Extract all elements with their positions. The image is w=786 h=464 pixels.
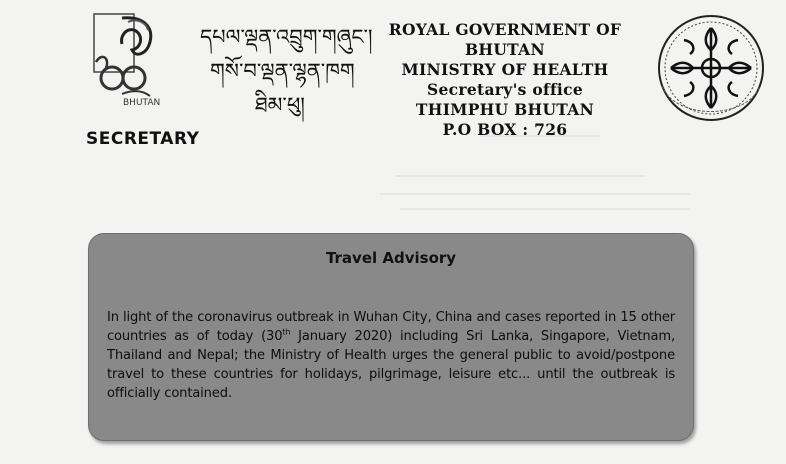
advisory-body-part-1: In light of the coronavirus outbreak in Wuhan City, China and cases reported in 15 other countries as of today (30 (107, 310, 675, 344)
bhutan-anniversary-logo-icon (92, 12, 167, 104)
ghost-line (395, 175, 645, 177)
header-line-ministry: MINISTRY OF HEALTH (401, 60, 609, 79)
travel-advisory-panel (88, 233, 694, 441)
dzongkha-line-3: ཐིམ་ཕུ། (255, 93, 305, 117)
advisory-body (107, 308, 675, 403)
bhutan-national-emblem-icon (650, 8, 772, 130)
header-line-city: THIMPHU BHUTAN (415, 100, 595, 119)
dzongkha-line-2: གསོ་བ་ལྡན་ལྷན་ཁག (210, 59, 355, 83)
advisory-body-superscript: th (282, 327, 291, 337)
advisory-body-part-2: January 2020) including Sri Lanka, Singapore, Vietnam, Thailand and Nepal; the Ministry of Health urges the general public to avoid/postpone travel to these countries for holidays, pilgrimage, leisure etc... until the outbreak is officially contained. (107, 329, 675, 401)
ghost-line (380, 193, 690, 195)
header-line-pobox: P.O BOX : 726 (442, 120, 568, 139)
logo-caption: BHUTAN (123, 98, 161, 108)
letterhead-header (360, 20, 650, 140)
header-line-office: Secretary's office (426, 80, 584, 99)
dzongkha-line-1: དཔལ་ལྡན་འབྲུག་གཞུང་། (200, 25, 373, 49)
ghost-line (400, 208, 690, 210)
advisory-title: Travel Advisory (325, 249, 457, 267)
secretary-label: SECRETARY (86, 129, 200, 149)
header-line-government: ROYAL GOVERNMENT OF BHUTAN (388, 20, 622, 59)
